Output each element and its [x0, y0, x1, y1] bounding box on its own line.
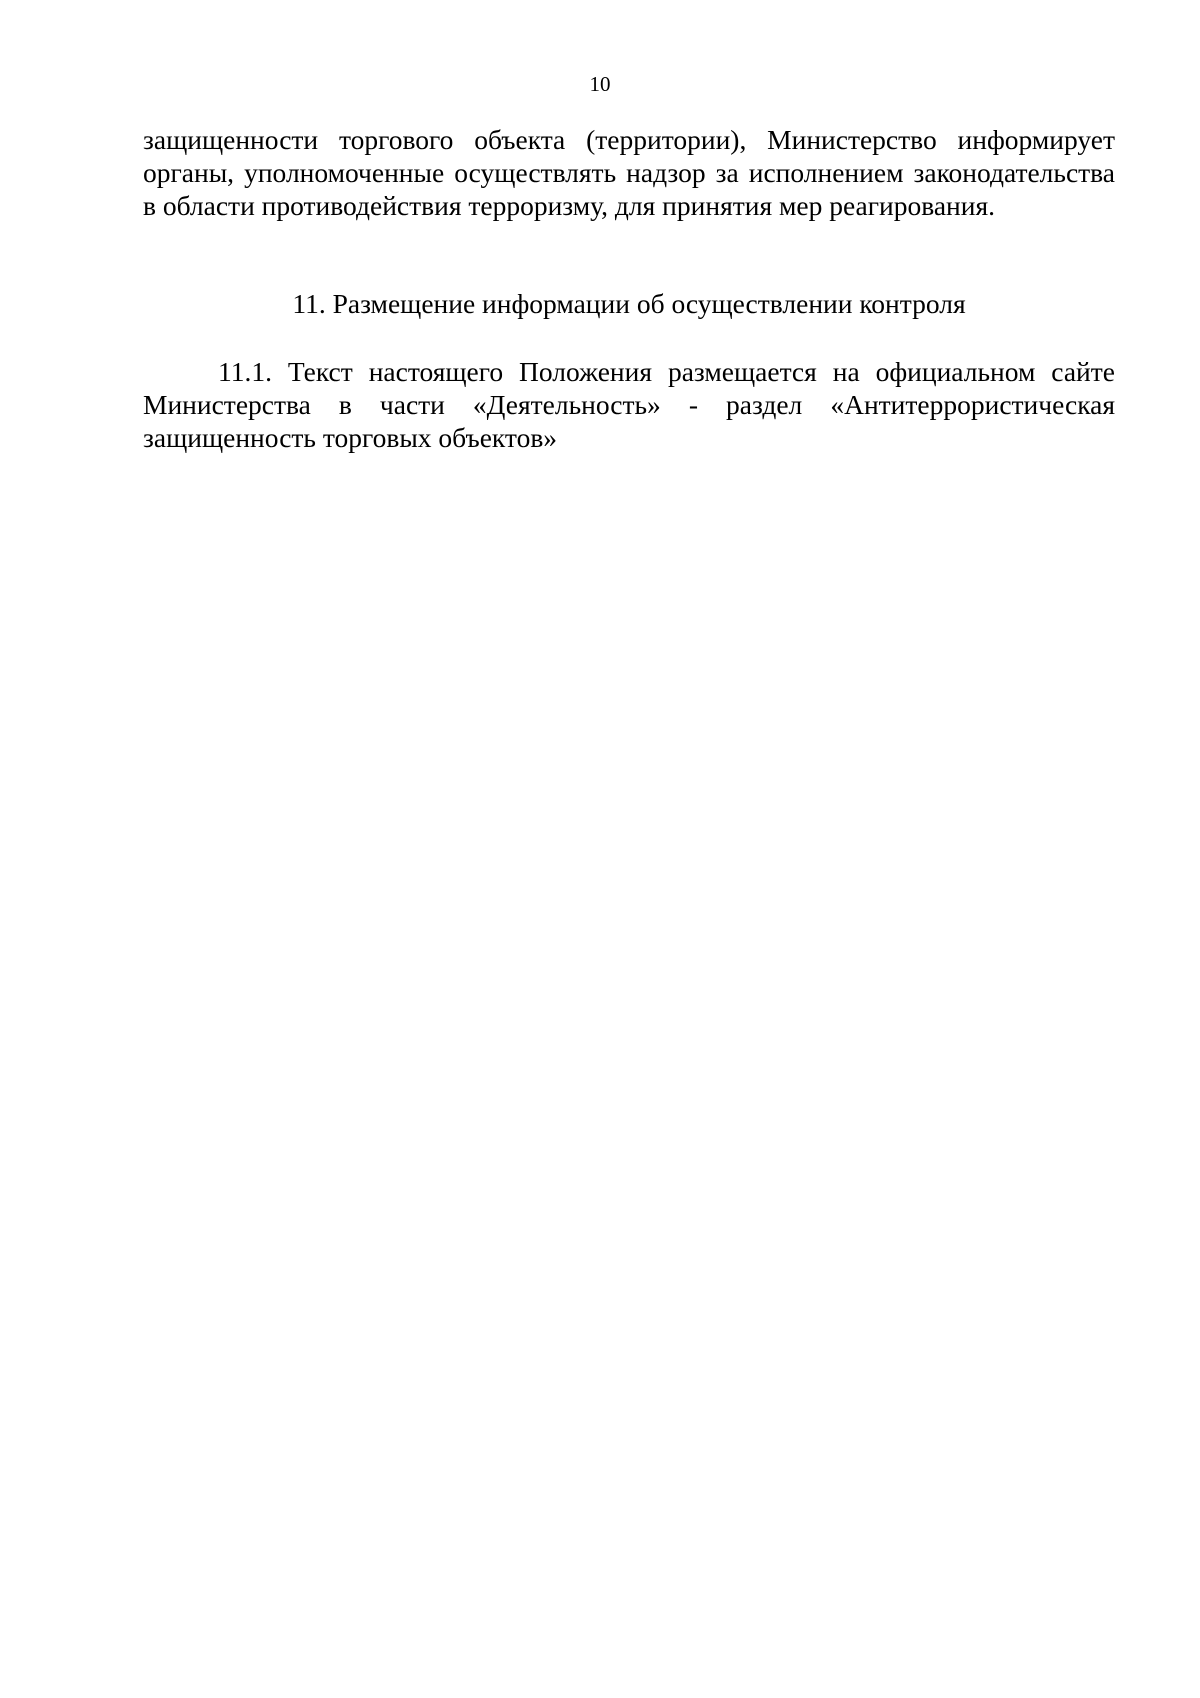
- section-heading: 11. Размещение информации об осуществлении контроля: [292, 288, 966, 319]
- page-number: 10: [589, 72, 611, 96]
- paragraph-11-1: 11.1. Текст настоящего Положения размещается на официальном сайте Министерства в части «Деятельность» - раздел «Антитеррористическая защищенность торговых объектов»: [143, 356, 1115, 453]
- continuation-paragraph: защищенности торгового объекта (территории), Министерство информирует органы, уполномоченные осуществлять надзор за исполнением законодательства в области противодействия терроризму, для принятия мер реагирования.: [143, 124, 1115, 221]
